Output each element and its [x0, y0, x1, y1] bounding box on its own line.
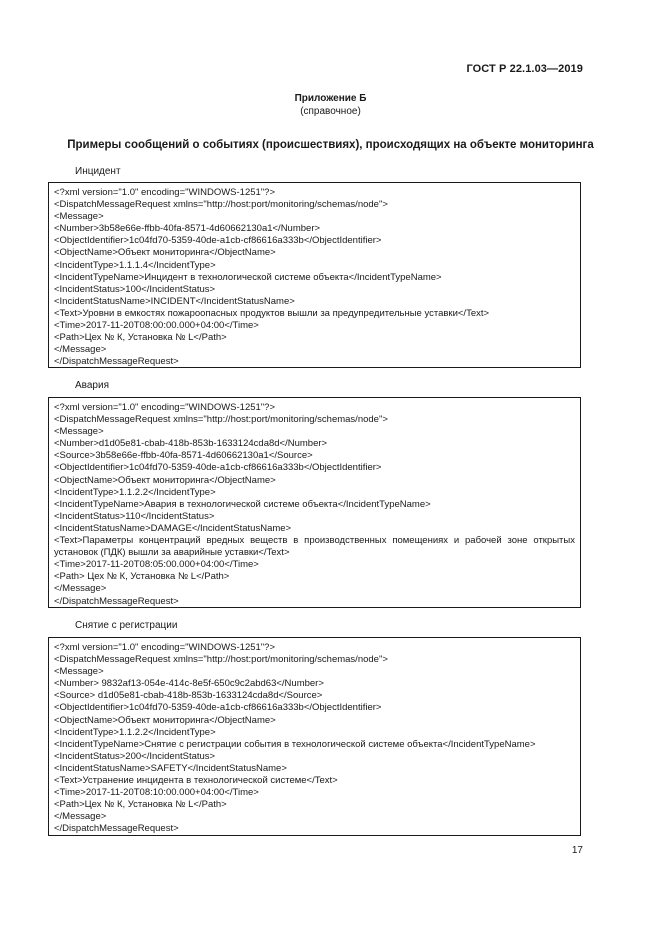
code-line: <Path>Цех № К, Установка № L</Path> — [54, 799, 227, 811]
code-line: <IncidentType>1.1.1.4</IncidentType> — [54, 259, 216, 271]
code-line: <DispatchMessageRequest xmlns="http://host:port/monitoring/schemas/node"> — [54, 414, 388, 426]
code-line: <ObjectIdentifier>1c04fd70-5359-40de-a1cb-cf86616a333b</ObjectIdentifier> — [54, 235, 382, 247]
code-line: <IncidentStatus>100</IncidentStatus> — [54, 283, 216, 295]
appendix-subtitle: (справочное) — [300, 106, 361, 117]
code-line: <IncidentTypeName>Инцидент в технологической системе объекта</IncidentTypeName> — [54, 271, 442, 283]
code-line: </DispatchMessageRequest> — [54, 356, 179, 368]
section-label-damage: Авария — [75, 380, 109, 391]
code-line: <Number>3b58e66e-ffbb-40fa-8571-4d60662130a1</Number> — [54, 223, 321, 235]
xml-box-deregistration — [48, 637, 581, 836]
code-line: <Path>Цех № К, Установка № L</Path> — [54, 332, 227, 344]
code-line: <Message> — [54, 426, 104, 438]
section-label-deregistration: Снятие с регистрации — [75, 620, 178, 631]
page-heading: Примеры сообщений о событиях (происшествиях), происходящих на объекте мониторинга — [67, 139, 594, 151]
code-line: <IncidentStatus>200</IncidentStatus> — [54, 750, 216, 762]
code-line: </Message> — [54, 811, 107, 823]
code-line: <ObjectName>Объект мониторинга</ObjectName> — [54, 474, 276, 486]
code-line: <IncidentType>1.1.2.2</IncidentType> — [54, 486, 216, 498]
code-line: <Source>3b58e66e-ffbb-40fa-8571-4d60662130a1</Source> — [54, 450, 313, 462]
code-line: </Message> — [54, 583, 107, 595]
code-line: <?xml version="1.0" encoding="WINDOWS-1251"?> — [54, 187, 276, 198]
code-line: <ObjectIdentifier>1c04fd70-5359-40de-a1cb-cf86616a333b</ObjectIdentifier> — [54, 462, 382, 474]
code-line: <Source> d1d05e81-cbab-418b-853b-1633124cda8d</Source> — [54, 690, 323, 702]
xml-box-damage — [48, 397, 581, 608]
code-line: <Message> — [54, 666, 104, 678]
code-line: <DispatchMessageRequest xmlns="http://host:port/monitoring/schemas/node"> — [54, 654, 388, 666]
code-line: <Path> Цех № К, Установка № L</Path> — [54, 571, 230, 583]
code-line: <ObjectName>Объект мониторинга</ObjectName> — [54, 714, 276, 726]
code-line: <Text>Уровни в емкостях пожароопасных продуктов вышли за предупредительные уставки</Text> — [54, 307, 490, 319]
page-number: 17 — [571, 845, 583, 856]
code-line: <ObjectIdentifier>1c04fd70-5359-40de-a1cb-cf86616a333b</ObjectIdentifier> — [54, 702, 382, 714]
code-line: <IncidentTypeName>Авария в технологической системе объекта</IncidentTypeName> — [54, 498, 431, 510]
code-line: </DispatchMessageRequest> — [54, 595, 179, 607]
xml-box-incident — [48, 182, 581, 368]
code-line: <IncidentStatusName>INCIDENT</IncidentStatusName> — [54, 295, 295, 307]
standard-number: ГОСТ Р 22.1.03—2019 — [466, 63, 583, 75]
code-line: <?xml version="1.0" encoding="WINDOWS-1251"?> — [54, 402, 276, 413]
code-line: <Text>Параметры концентраций вредных веществ в производственных помещениях и рабочей зоне открытых установок (ПДК) вышли за аварийные уставки</Text> — [54, 535, 575, 559]
code-line: </Message> — [54, 344, 107, 356]
code-line: </DispatchMessageRequest> — [54, 823, 179, 835]
code-line: <Time>2017-11-20T08:10:00.000+04:00</Time> — [54, 787, 259, 799]
code-line: <IncidentStatusName>SAFETY</IncidentStatusName> — [54, 762, 287, 774]
appendix-title: Приложение Б — [294, 93, 367, 104]
code-line: <?xml version="1.0" encoding="WINDOWS-1251"?> — [54, 642, 276, 653]
code-line: <IncidentStatus>110</IncidentStatus> — [54, 510, 215, 522]
appendix-title-block — [0, 92, 661, 118]
code-line: <IncidentType>1.1.2.2</IncidentType> — [54, 726, 216, 738]
code-line: <Text>Устранение инцидента в технологической системе</Text> — [54, 775, 338, 787]
code-line: <DispatchMessageRequest xmlns="http://host:port/monitoring/schemas/node"> — [54, 199, 388, 211]
code-line: <ObjectName>Объект мониторинга</ObjectName> — [54, 247, 276, 259]
code-line: <Number> 9832af13-054e-414c-8e5f-650c9c2abd63</Number> — [54, 678, 324, 690]
section-label-incident: Инцидент — [75, 166, 121, 177]
code-line: <IncidentStatusName>DAMAGE</IncidentStatusName> — [54, 522, 292, 534]
code-line: <IncidentTypeName>Снятие с регистрации события в технологической системе объекта</IncidentTypeName> — [54, 738, 536, 750]
code-line: <Time>2017-11-20T08:00:00.000+04:00</Time> — [54, 320, 259, 332]
code-line: <Number>d1d05e81-cbab-418b-853b-1633124cda8d</Number> — [54, 438, 328, 450]
code-line: <Time>2017-11-20T08:05:00.000+04:00</Time> — [54, 559, 259, 571]
code-line: <Message> — [54, 211, 104, 223]
